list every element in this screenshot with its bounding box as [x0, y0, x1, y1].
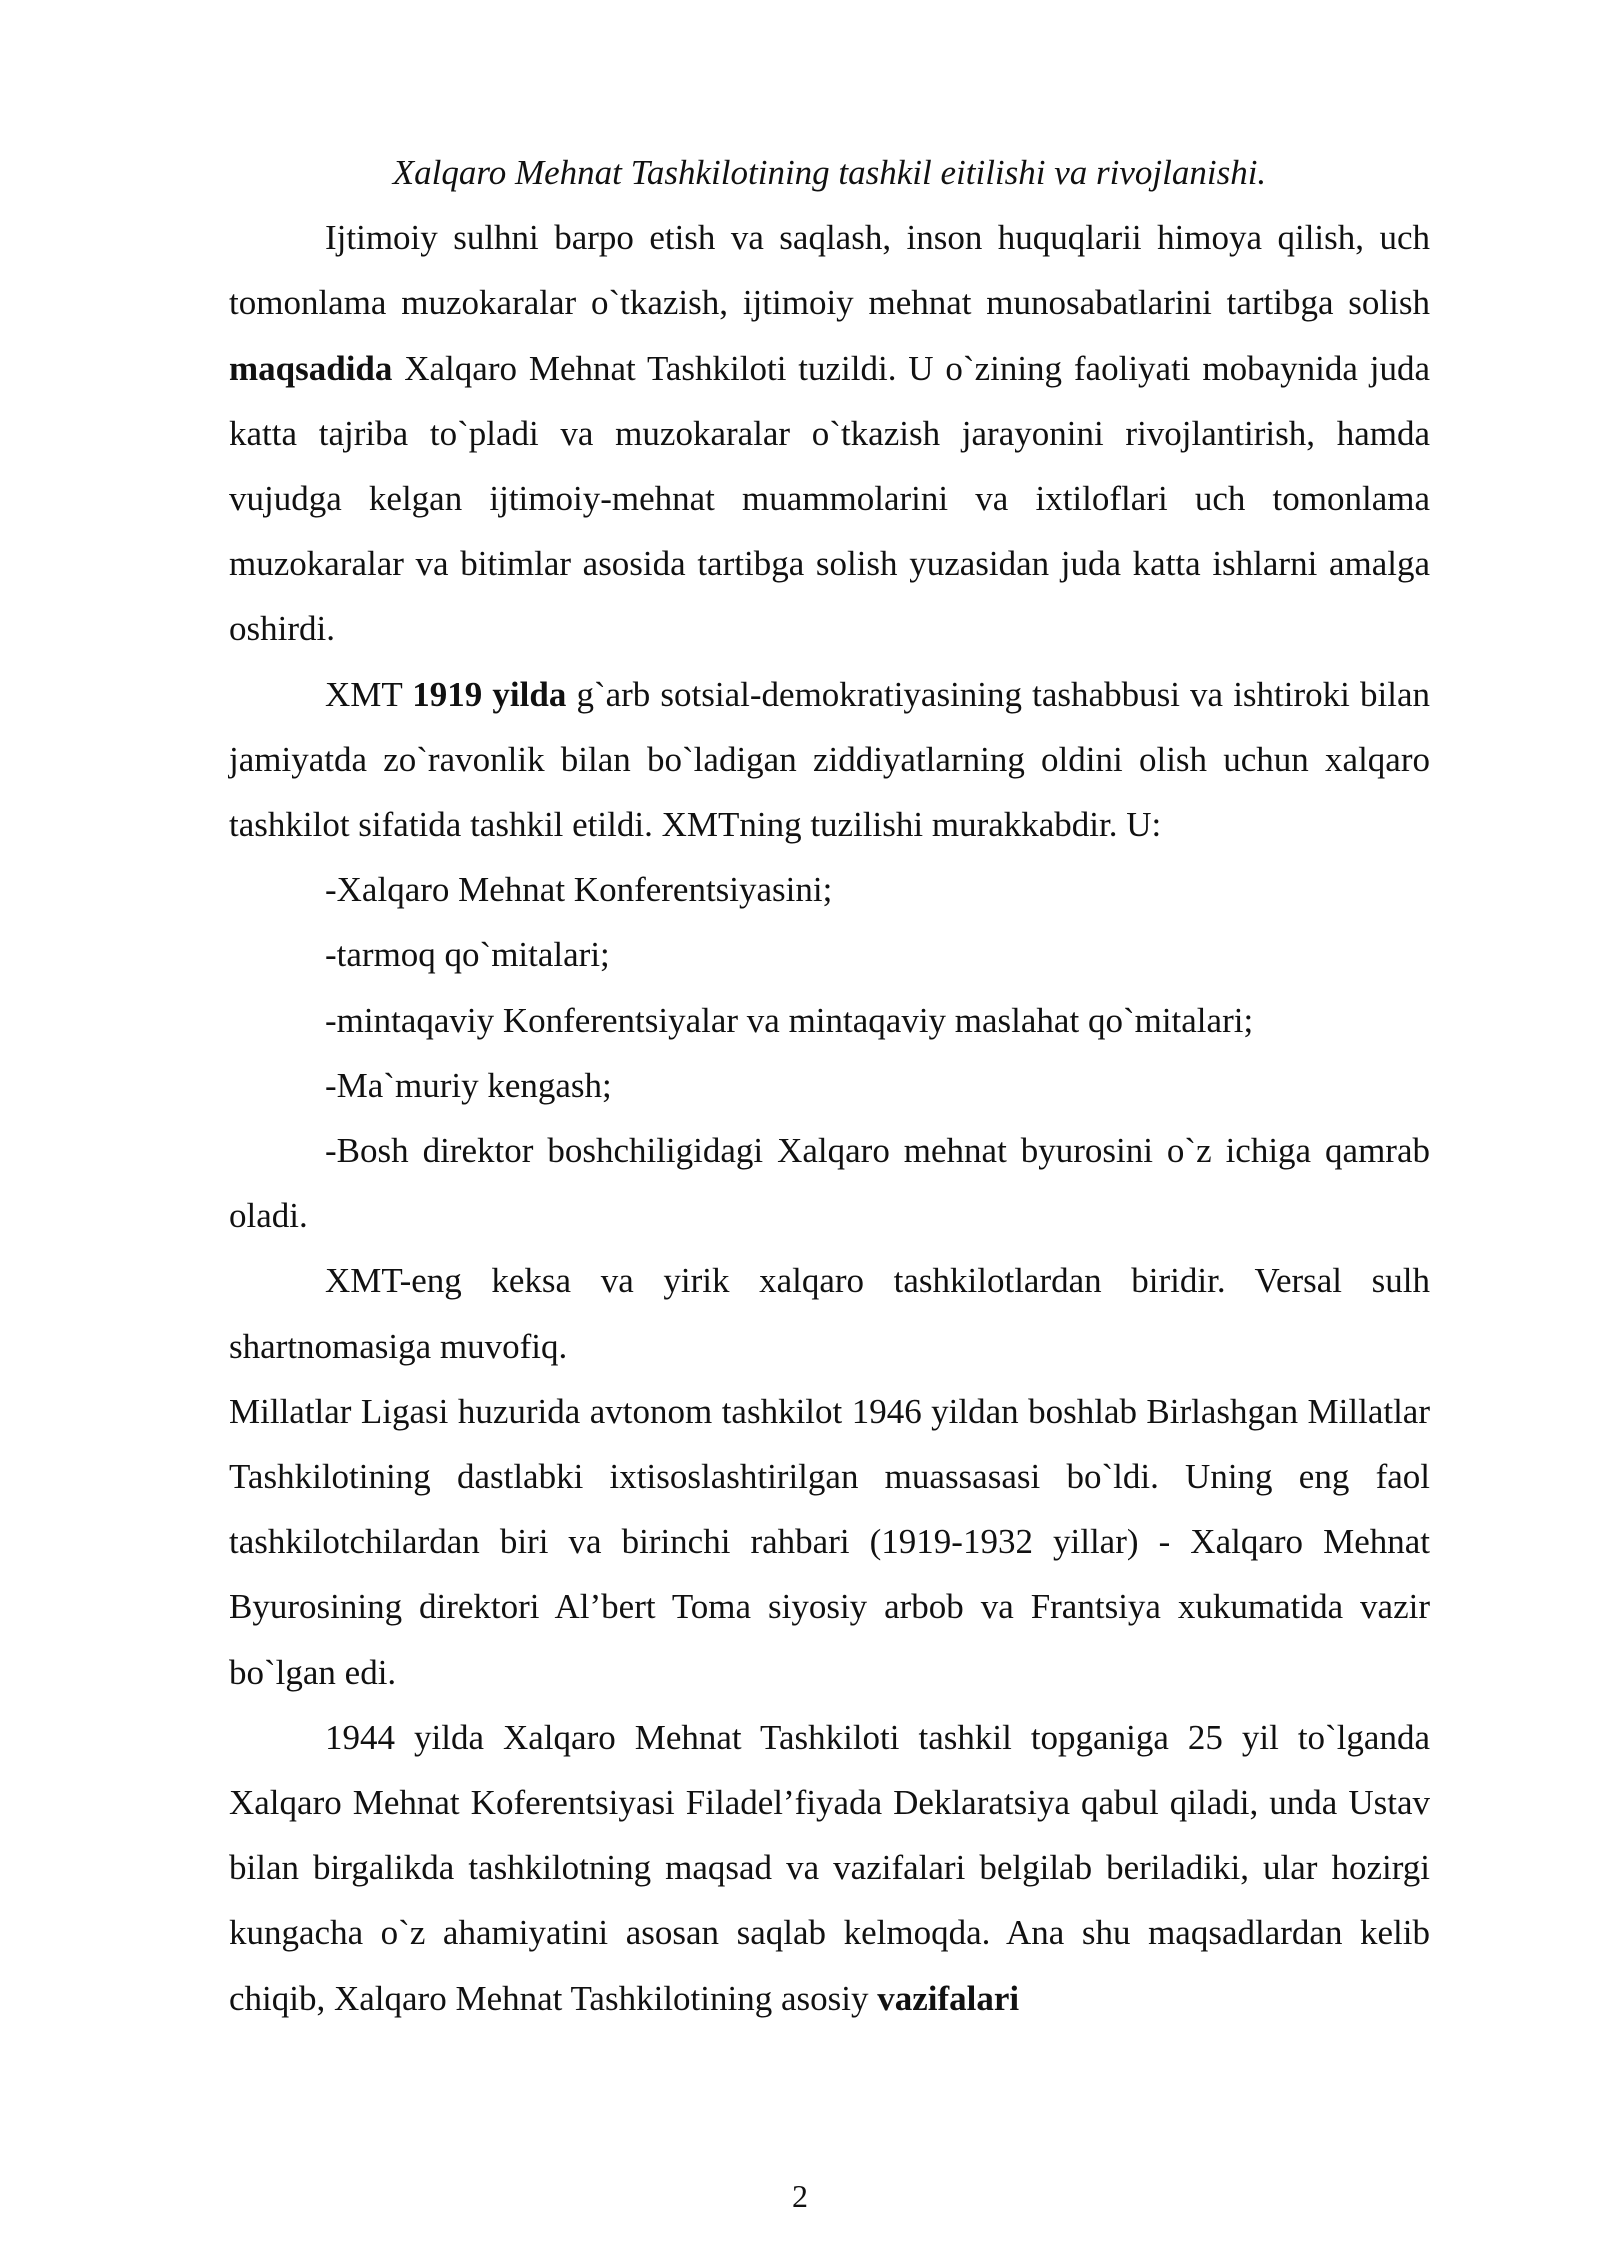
- list-item: -tarmoq qo`mitalari;: [325, 935, 610, 975]
- paragraph-3: XMT-eng keksa va yirik xalqaro tashkilotlardan biridir. Versal sulh shartnomasiga muvofiq.: [229, 1261, 1430, 1366]
- document-title: Xalqaro Mehnat Tashkilotining tashkil eitilishi va rivojlanishi.: [392, 153, 1267, 192]
- list-item: -Ma`muriy kengash;: [325, 1065, 612, 1105]
- paragraph-5-bold: vazifalari: [877, 1978, 1020, 2018]
- list-item: -Xalqaro Mehnat Konferentsiyasini;: [325, 870, 833, 910]
- list-item: -mintaqaviy Konferentsiyalar va mintaqaviy maslahat qo`mitalari;: [325, 1000, 1254, 1040]
- paragraph-4: Millatlar Ligasi huzurida avtonom tashkilot 1946 yildan boshlab Birlashgan Millatlar Tashkilotining dastlabki ixtisoslashtirilgan muassasasi bo`ldi. Uning eng faol tashkilotchilardan biri va birinchi rahbari (1919-1932 yillar) - Xalqaro Mehnat Byurosining direktori Al’bert Toma siyosiy arbob va Frantsiya xukumatida vazir bo`lgan edi.: [229, 1391, 1430, 1692]
- paragraph-2: [229, 662, 1430, 858]
- paragraph-1-text-b: Xalqaro Mehnat Tashkiloti tuzildi. U o`zining faoliyati mobaynida juda katta tajriba to`pladi va muzokaralar o`tkazish jarayonini rivojlantirish, hamda vujudga kelgan ijtimoiy-mehnat muammolarini va ixtiloflari uch tomonlama muzokaralar va bitimlar asosida tartibga solish yuzasidan juda katta ishlarni amalga oshirdi.: [229, 348, 1430, 649]
- list-item: -Bosh direktor boshchiligidagi Xalqaro mehnat byurosini o`z ichiga qamrab oladi.: [229, 1131, 1430, 1236]
- page-number: 2: [792, 2178, 808, 2214]
- paragraph-5: [229, 1705, 1430, 2031]
- document-body: [229, 140, 1430, 2031]
- paragraph-5-text: 1944 yilda Xalqaro Mehnat Tashkiloti tashkil topganiga 25 yil to`lganda Xalqaro Mehnat Koferentsiyasi Filadel’fiyada Deklaratsiya qabul qiladi, unda Ustav bilan birgalikda tashkilotning maqsad va vazifalari belgilab beriladiki, ular hozirgi kungacha o`z ahamiyatini asosan saqlab kelmoqda. Ana shu maqsadlardan kelib chiqib, Xalqaro Mehnat Tashkilotining asosiy: [229, 1717, 1430, 2018]
- paragraph-2-bold: 1919 yilda: [412, 674, 567, 714]
- paragraph-2-text-a: XMT: [325, 674, 413, 714]
- paragraph-1-bold: maqsadida: [229, 348, 393, 388]
- paragraph-1: [229, 205, 1430, 661]
- paragraph-1-text-a: Ijtimoiy sulhni barpo etish va saqlash, inson huquqlarii himoya qilish, uch tomonlama muzokaralar o`tkazish, ijtimoiy mehnat munosabatlarini tartibga solish: [229, 218, 1430, 323]
- paragraph-2-text-b: g`arb sotsial-demokratiyasining tashabbusi va ishtiroki bilan jamiyatda zo`ravonlik bilan bo`ladigan ziddiyatlarning oldini olish uchun xalqaro tashkilot sifatida tashkil etildi. XMTning tuzilishi murakkabdir. U:: [229, 674, 1430, 845]
